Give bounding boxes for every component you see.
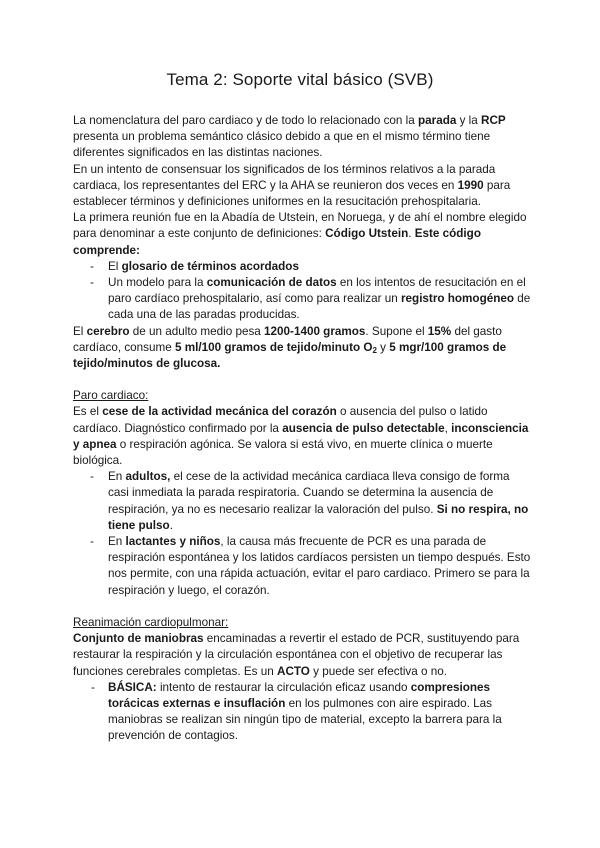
spacer xyxy=(73,599,533,615)
rcp-list xyxy=(73,680,533,745)
document-body xyxy=(73,113,533,745)
intro-paragraph-1: La nomenclatura del paro cardiaco y de todo lo relacionado con la parada y la RCP presenta un problema semántico clásico debido a que en el mismo término tiene diferentes significados en las distintas naciones. xyxy=(73,114,506,160)
utstein-list xyxy=(73,259,533,324)
intro-paragraph-3: La primera reunión fue en la Abadía de Utstein, en Noruega, y de ahí el nombre elegido para denominar a este conjunto de definiciones: Código Utstein. Este código comprende: xyxy=(73,211,527,257)
paro-paragraph: Es el cese de la actividad mecánica del corazón o ausencia del pulso o latido cardíaco. Diagnóstico confirmado por la ausencia de pulso detectable, inconsciencia y apnea o respiración agónica. Se valora si está vivo, en muerte clínica o muerte biológica. xyxy=(73,405,529,468)
list-item: - BÁSICA: intento de restaurar la circulación eficaz usando compresiones torácicas externas e insuflación en los pulmones con aire espirado. Las maniobras se realizan sin ningún tipo de material, excepto la barrera para la prevención de contagios. xyxy=(73,680,533,745)
brain-paragraph: El cerebro de un adulto medio pesa 1200-1400 gramos. Supone el 15% del gasto cardíaco, consume 5 ml/100 gramos de tejido/minuto $O_2$ y 5 mgr/100 gramos de tejido/minutos de glucosa. xyxy=(73,324,507,371)
rcp-paragraph: Conjunto de maniobras encaminadas a revertir el estado de PCR, sustituyendo para restaurar la respiración y la circulación espontánea con el objetivo de recuperar las funciones cerebrales completas. Es un ACTO y puede ser efectiva o no. xyxy=(73,632,520,678)
list-item: - El glosario de términos acordados xyxy=(73,259,533,275)
list-item: - Un modelo para la comunicación de datos en los intentos de resucitación en el paro cardíaco prehospitalario, así como para realizar un registro homogéneo de cada una de las paradas producidas. xyxy=(73,275,533,324)
page-title: Tema 2: Soporte vital básico (SVB) xyxy=(166,70,434,89)
section-heading-rcp: Reanimación cardiopulmonar: xyxy=(73,615,229,629)
list-item: - En lactantes y niños, la causa más frecuente de PCR es una parada de respiración espontánea y los latidos cardíacos persisten un tiempo después. Esto nos permite, con una rápida actuación, evitar el paro cardiaco. Primero se para la respiración y luego, el corazón. xyxy=(73,534,533,599)
section-heading-paro: Paro cardiaco: xyxy=(73,389,149,403)
intro-paragraph-2: En un intento de consensuar los significados de los términos relativos a la parada cardiaca, los representantes del ERC y la AHA se reunieron dos veces en 1990 para establecer términos y definiciones uniformes en la resucitación prehospitalaria. xyxy=(73,162,511,209)
spacer xyxy=(73,372,533,388)
list-item: - En adultos, el cese de la actividad mecánica cardiaca lleva consigo de forma casi inmediata la parada respiratoria. Cuando se determina la ausencia de respiración, ya no es necesario realizar la valoración del pulso. Si no respira, no tiene pulso. xyxy=(73,469,533,534)
paro-list xyxy=(73,469,533,599)
